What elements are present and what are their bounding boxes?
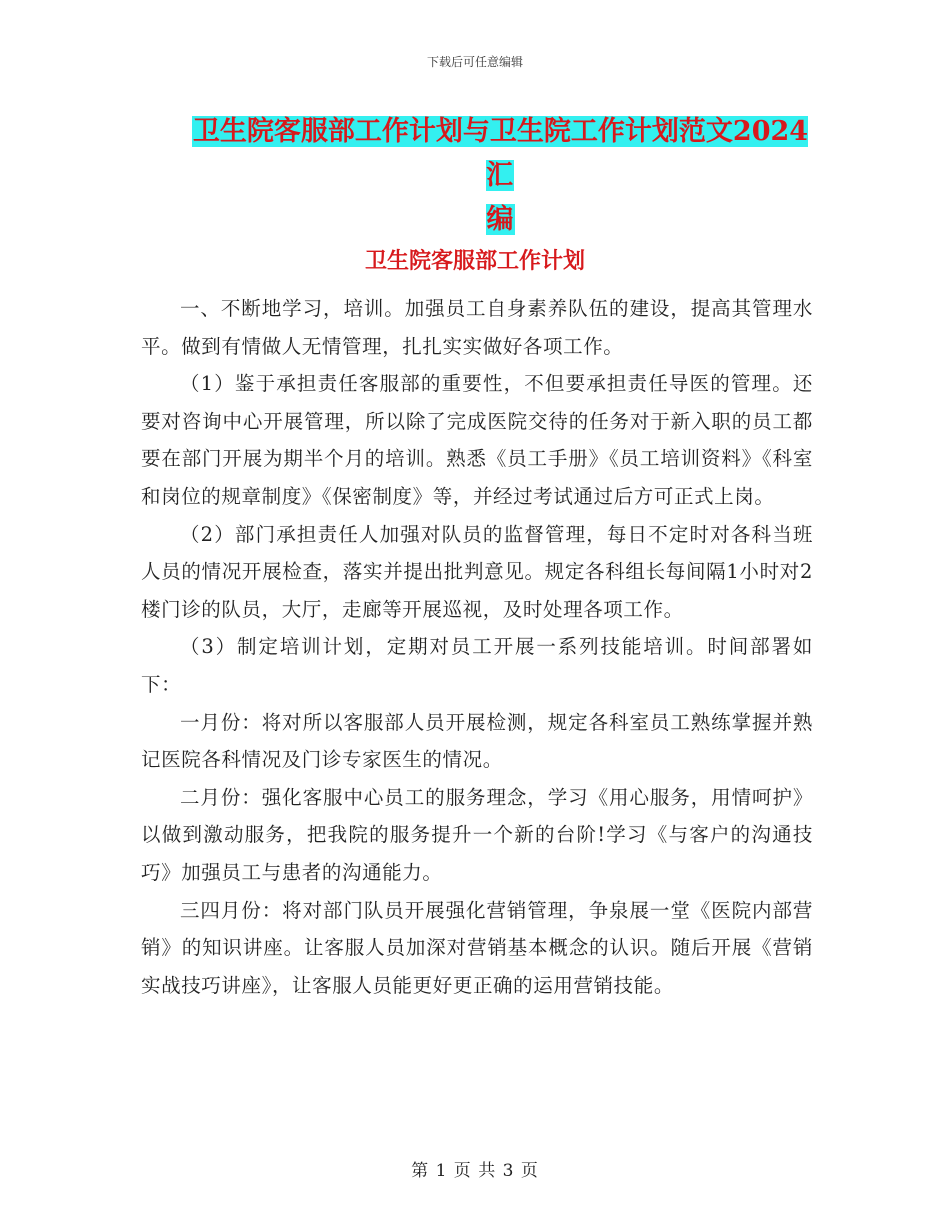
body-text	[141, 290, 813, 1004]
paragraph: 一月份：将对所以客服部人员开展检测，规定各科室员工熟练掌握并熟记医院各科情况及门诊专家医生的情况。	[141, 710, 813, 772]
section-title: 卫生院客服部工作计划	[364, 248, 585, 274]
page-number-footer: 第 1 页 共 3 页	[411, 1161, 539, 1181]
paragraph: （2）部门承担责任人加强对队员的监督管理，每日不定时对各科当班人员的情况开展检查，落实并提出批判意见。规定各科组长每间隔1小时对2楼门诊的队员，大厅，走廊等开展巡视，及时处理各项工作。	[141, 522, 813, 621]
document-title-line-2: 编	[486, 204, 514, 235]
paragraph: 三四月份：将对部门队员开展强化营销管理，争泉展一堂《医院内部营销》的知识讲座。让客服人员加深对营销基本概念的认识。随后开展《营销实战技巧讲座》，让客服人员能更好更正确的运用营销技能。	[141, 898, 813, 997]
paragraph: 二月份：强化客服中心员工的服务理念，学习《用心服务，用情呵护》以做到激动服务，把我院的服务提升一个新的台阶!学习《与客户的沟通技巧》加强员工与患者的沟通能力。	[141, 785, 813, 884]
header-note: 下载后可任意编辑	[426, 55, 523, 69]
document-title-line-1: 卫生院客服部工作计划与卫生院工作计划范文2024汇	[192, 116, 809, 191]
paragraph: 一、不断地学习，培训。加强员工自身素养队伍的建设，提高其管理水平。做到有情做人无情管理，扎扎实实做好各项工作。	[141, 297, 813, 358]
paragraph: （1）鉴于承担责任客服部的重要性，不但要承担责任导医的管理。还要对咨询中心开展管理，所以除了完成医院交待的任务对于新入职的员工都要在部门开展为期半个月的培训。熟悉《员工手册》《员工培训资料》《科室和岗位的规章制度》《保密制度》等，并经过考试通过后方可正式上岗。	[141, 372, 813, 508]
paragraph: （3）制定培训计划，定期对员工开展一系列技能培训。时间部署如下：	[141, 635, 813, 696]
document-title	[180, 110, 820, 242]
